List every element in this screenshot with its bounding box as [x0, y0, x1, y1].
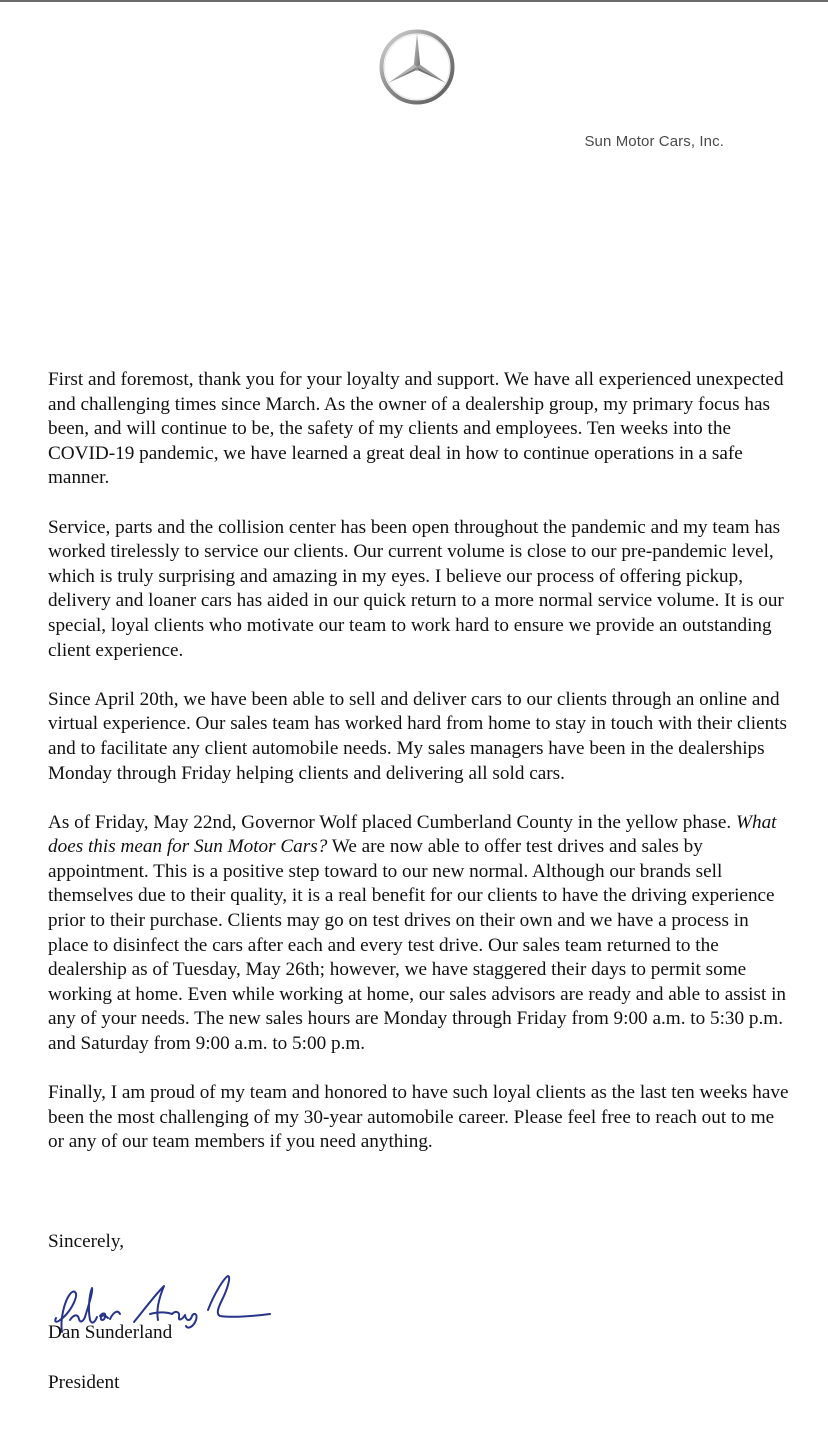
- paragraph-4: [48, 811, 793, 1057]
- top-rule: [0, 0, 828, 2]
- paragraph-4-italic: What does this mean for Sun Motor Cars?: [48, 811, 777, 858]
- company-name: Sun Motor Cars, Inc.: [584, 133, 724, 150]
- closing: Sincerely,: [48, 1231, 125, 1252]
- paragraph-2: Service, parts and the collision center has been open throughout the pandemic and my team has worked tirelessly to service our clients. Our current volume is close to our pre-pandemic level, which is truly surprising and amazing in my eyes. I believe our process of offering pickup, delivery and loaner cars has aided in our quick return to a more normal service volume. It is our special, loyal clients who motivate our team to work hard to ensure we provide an outstanding client experience.: [48, 516, 784, 661]
- paragraph-3: Since April 20th, we have been able to sell and deliver cars to our clients through an online and virtual experience. Our sales team has worked hard from home to stay in touch with their clients and to facilitate any client automobile needs. My sales managers have been in the dealerships Monday through Friday helping clients and delivering all sold cars.: [48, 688, 788, 784]
- paragraph-4-end: We are now able to offer test drives and sales by appointment. This is a positive step toward to our new normal. Although our brands sell themselves due to their quality, it is a real benefit for our clients to have the driving experience prior to their purchase. Clients may go on test drives on their own and we have a process in place to disinfect the cars after each and every test drive. Our sales team returned to the dealership as of Tuesday, May 26th; however, we have staggered their days to permit some working at home. Even while working at home, our sales advisors are ready and able to assist in any of your needs. The new sales hours are Monday through Friday from 9:00 a.m. to 5:30 p.m. and Saturday from 9:00 a.m. to 5:00 p.m.: [48, 836, 786, 1055]
- letter-body: [48, 368, 793, 1180]
- three-pointed-star-logo-icon: [378, 28, 456, 106]
- paragraph-4-start: As of Friday, May 22nd, Governor Wolf placed Cumberland County in the yellow phase.: [48, 811, 737, 833]
- signer-title: President: [48, 1372, 120, 1393]
- paragraph-5: Finally, I am proud of my team and honored to have such loyal clients as the last ten weeks have been the most challenging of my 30-year automobile career. Please feel free to reach out to me or any of our team members if you need anything.: [48, 1082, 789, 1153]
- paragraph-1: First and foremost, thank you for your loyalty and support. We have all experienced unexpected and challenging times since March. As the owner of a dealership group, my primary focus has been, and will continue to be, the safety of my clients and employees. Ten weeks into the COVID-19 pandemic, we have learned a great deal in how to continue operations in a safe manner.: [48, 369, 784, 489]
- signer-name: Dan Sunderland: [48, 1322, 173, 1343]
